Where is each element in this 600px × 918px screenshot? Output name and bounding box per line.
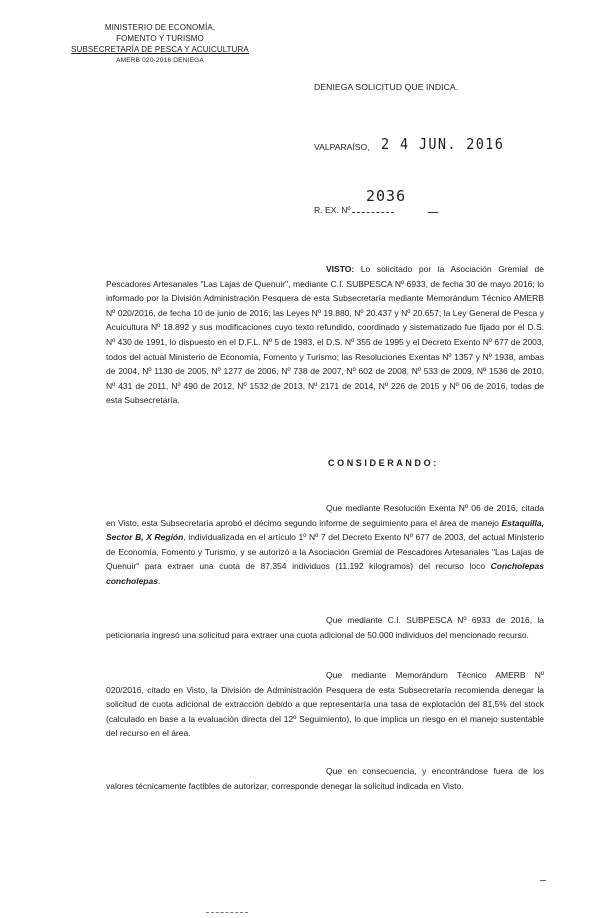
subject-line: DENIEGA SOLICITUD QUE INDICA. — [314, 82, 459, 92]
visto-lead: VISTO: — [326, 264, 355, 274]
scan-mark-bottom — [206, 912, 248, 915]
resolution-number: 2036 — [366, 187, 407, 205]
place-label: VALPARAÍSO, — [314, 142, 370, 152]
considerando-heading: CONSIDERANDO: — [328, 458, 439, 468]
considerando-paragraph-3: Que mediante Memorándum Técnico AMERB Nº 020/2016, citado en Visto, la División de Administración Pesquera de esta Subsecretaría recomienda denegar la solicitud de cuota adicional de extracción debido a que representaría una tasa de explotación del 81,5% del stock (calculado en base a la evaluación directa del 12º Seguimiento), lo que implica un riesgo en el manejo sustentable del recurso en el área. — [106, 670, 544, 739]
subsecretaria-line: SUBSECRETARÍA DE PESCA Y ACUICULTURA — [71, 45, 249, 54]
p1-text-a: Que mediante Resolución Exenta Nº 06 de 2016, citada en Visto, esta Subsecretaría aprobó el décimo segundo informe de seguimiento para el área de manejo — [106, 503, 544, 528]
ministry-line-2: FOMENTO Y TURISMO — [116, 34, 204, 43]
ministry-line: MINISTERIO DE ECONOMÍA, — [104, 23, 216, 32]
visto-paragraph — [106, 262, 544, 408]
species-name: Concholepas concholepas — [106, 561, 544, 586]
letterhead — [60, 22, 260, 66]
considerando-paragraph-4: Que en consecuencia, y encontrándose fuera de los valores técnicamente factibles de autorizar, corresponde denegar la solicitud indicada en Visto. — [106, 766, 544, 791]
scan-mark — [540, 880, 546, 881]
resolution-underline-2 — [428, 212, 438, 213]
visto-text: Lo solicitado por la Asociación Gremial de Pescadores Artesanales "Las Lajas de Quenuir", mediante C.I. SUBPESCA Nº 6933, de fecha 30 de mayo 2016; lo informado por la División Administración Pesquera de esta Subsecretaría mediante Memorándum Técnico AMERB Nº 020/2016, de fecha 10 de junio de 2016; las Leyes Nº 19.880, Nº 20.437 y Nº 20.657; la Ley General de Pesca y Acuicultura Nº 18.892 y sus modificaciones cuyo texto refundido, coordinado y sistematizado fue fijado por el D.S. Nº 430 de 1991, lo dispuesto en el D.F.L. Nº 5 de 1983, el D.S. Nº 355 de 1995 y el Decreto Exento Nº 677 de 2003, todos del actual Ministerio de Economía, Fomento y Turismo; las Resoluciones Exentas Nº 1357 y Nº 1938, ambas de 2004, Nº 1130 de 2005, Nº 1277 de 2006, Nº 738 de 2007, Nº 602 de 2008, Nº 533 de 2009, Nº 1536 de 2010, Nº 431 de 2011, Nº 490 de 2012, Nº 1532 de 2013, Nº 2171 de 2014, Nº 226 de 2015 y Nº 06 de 2016, todas de esta Subsecretaría. — [106, 264, 544, 406]
p1-text-c: . — [157, 575, 161, 586]
date-stamp: 2 4 JUN. 2016 — [381, 135, 505, 153]
considerando-paragraph-1 — [106, 501, 544, 589]
p1-text-b: , individualizada en el artículo 1º Nº 7 del Decreto Exento Nº 677 de 2003, del actual Ministerio de Economía, Fomento y Turismo, y se autorizó a la Asociación Gremial de Pescadores Artesanales "Las Lajas de Quenuir" para extraer una cuota de 87.354 individuos (11.192 kilogramos) del recurso loco — [106, 532, 544, 572]
area-name: Estaquilla, Sector B, X Región — [106, 517, 544, 543]
resolution-underline — [352, 212, 394, 213]
reference-code: AMERB 020-2016 DENIEGA — [116, 57, 204, 64]
considerando-paragraph-2: Que mediante C.I. SUBPESCA Nº 6933 de 2016, la peticionaria ingresó una solicitud para extraer una cuota adicional de 50.000 individuos del mencionado recurso. — [106, 615, 544, 640]
resolution-label: R. EX. Nº — [314, 205, 351, 215]
